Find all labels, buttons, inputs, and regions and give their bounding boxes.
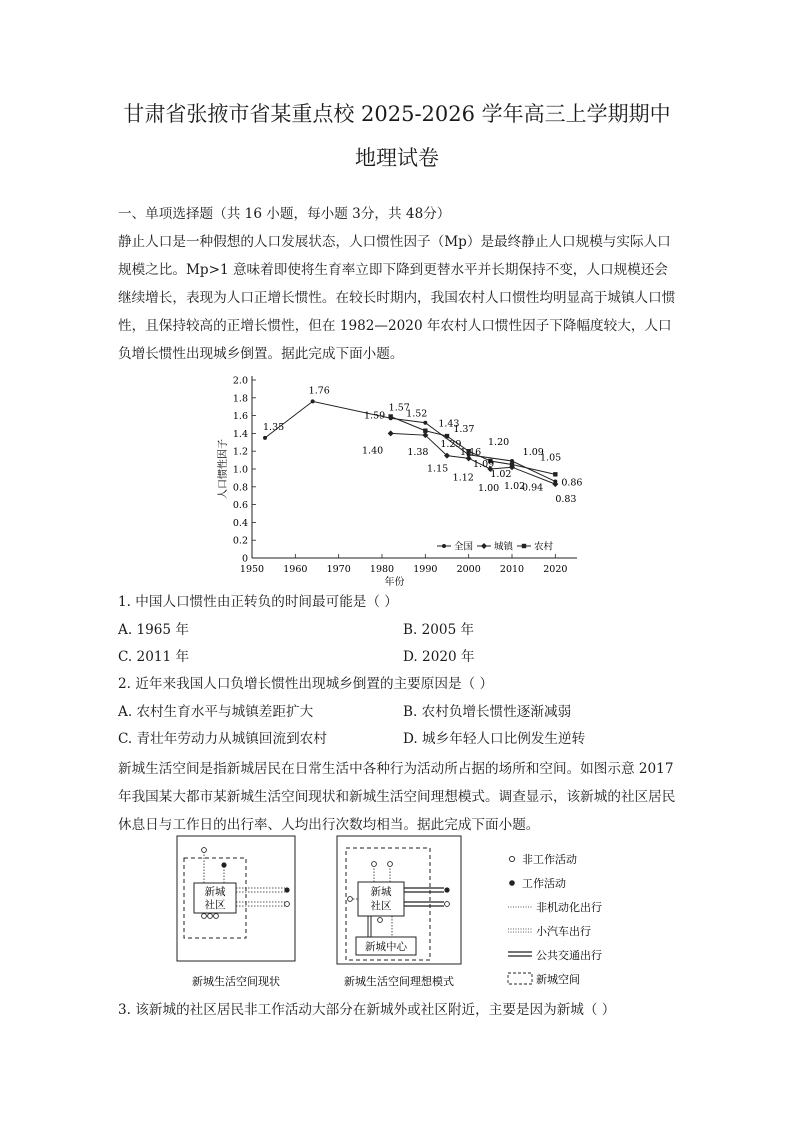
population-inertia-chart — [212, 372, 592, 587]
current-nonwork-activity-top — [202, 848, 207, 853]
chart-plot-area — [216, 376, 582, 588]
x-tick-label: 2000 — [456, 564, 481, 575]
question-1-option-a[interactable]: A. 1965 年 — [118, 622, 189, 638]
data-label: 1.02 — [504, 481, 526, 493]
data-label: 1.43 — [438, 418, 460, 430]
question-2-option-a[interactable]: A. 农村生育水平与城镇差距扩大 — [118, 704, 314, 720]
current-nonwork-activity-3 — [214, 914, 219, 919]
question-2-stem: 2. 近年来我国人口负增长惯性出现城乡倒置的主要原因是（ ） — [118, 676, 494, 692]
y-tick-label: 1.2 — [232, 446, 248, 458]
legend-marker-1 — [442, 544, 446, 548]
legend-space-label: 新城空间 — [536, 973, 580, 986]
ideal-community-label-1: 新城 — [370, 886, 392, 898]
question-1-option-b[interactable]: B. 2005 年 — [403, 622, 475, 638]
question-2-option-b[interactable]: B. 农村负增长惯性逐渐减弱 — [403, 704, 572, 720]
ideal-nonwork-activity-right — [445, 902, 450, 907]
passage-1: 静止人口是一种假想的人口发展状态，人口惯性因子（Mp）是最终静止人口规模与实际人口规模之比。Mp>1 意味着即使将生育率立即下降到更替水平并长期保持不变，人口规模还会继续增长，表现为人口正增长惯性。在较长时期内，我国农村人口惯性均明显高于城镇人口惯性，且保持较高的正增长惯性，但在 1982—2020 年农村人口惯性因子下降幅度较大，人口负增长惯性出现城乡倒置。据此完成下面小题。 — [118, 234, 676, 362]
data-point — [388, 430, 394, 436]
current-community-label-2: 社区 — [204, 899, 226, 911]
data-label: 1.37 — [453, 424, 475, 436]
caption-current: 新城生活空间现状 — [192, 975, 280, 988]
legend-nonmotor-label: 非机动化出行 — [536, 901, 602, 914]
data-label: 1.29 — [440, 439, 462, 451]
ideal-center-label: 新城中心 — [365, 941, 407, 953]
x-axis-title: 年份 — [384, 577, 405, 587]
data-label: 0.94 — [522, 482, 544, 494]
question-1-option-c[interactable]: C. 2011 年 — [118, 649, 190, 665]
y-tick-label: 1.6 — [232, 411, 248, 423]
x-tick-label: 1980 — [369, 564, 395, 575]
y-tick-label: 0.2 — [232, 535, 248, 547]
data-point — [510, 462, 514, 466]
data-label: 1.00 — [478, 483, 500, 494]
data-label: 1.76 — [308, 385, 330, 397]
y-tick-label: 0 — [241, 553, 248, 565]
section-heading: 一、单项选择题（共 16 小题，每小题 3分，共 48分） — [118, 206, 451, 222]
legend-nonwork-label: 非工作活动 — [522, 853, 577, 866]
y-tick-label: 2.0 — [232, 375, 248, 387]
data-point — [553, 472, 557, 476]
y-tick-label: 0.6 — [232, 500, 248, 512]
data-label: 0.86 — [561, 477, 583, 489]
ideal-work-activity-right — [444, 887, 449, 892]
legend-space-icon — [508, 973, 532, 984]
data-point — [423, 421, 427, 425]
x-tick-label: 2010 — [499, 564, 525, 575]
data-label: 1.52 — [406, 408, 428, 420]
legend-nonwork-icon — [509, 856, 514, 861]
data-point — [423, 429, 427, 433]
caption-ideal: 新城生活空间理想模式 — [344, 975, 454, 988]
x-tick-label: 2020 — [543, 564, 568, 575]
data-label: 1.15 — [427, 463, 449, 475]
ideal-nonwork-activity-left — [348, 897, 353, 902]
question-3-stem: 3. 该新城的社区居民非工作活动大部分在新城外或社区附近，主要是因为新城（ ） — [118, 1002, 616, 1018]
data-label: 1.20 — [488, 437, 510, 449]
ideal-nonwork-activity-bottom — [378, 918, 383, 923]
data-point — [388, 414, 392, 418]
data-label: 1.05 — [540, 452, 562, 464]
y-axis-title: 人口惯性因子 — [218, 439, 229, 499]
x-tick-label: 1970 — [326, 564, 351, 575]
ideal-nonwork-activity-top-1 — [372, 862, 377, 867]
data-label: 1.02 — [490, 469, 512, 481]
legend-car-label: 小汽车出行 — [536, 925, 591, 938]
paper-subtitle: 地理试卷 — [355, 146, 439, 170]
question-2-option-c[interactable]: C. 青壮年劳动力从城镇回流到农村 — [118, 731, 327, 747]
y-tick-label: 0.8 — [232, 482, 248, 494]
question-1-stem: 1. 中国人口惯性由正转负的时间最可能是（ ） — [118, 594, 398, 610]
data-label: 1.35 — [263, 421, 285, 433]
question-2-option-d[interactable]: D. 城乡年轻人口比例发生逆转 — [403, 731, 586, 747]
legend-label-3: 农村 — [534, 541, 554, 553]
data-label: 1.16 — [460, 446, 482, 458]
current-nonwork-activity-2 — [208, 914, 213, 919]
legend-work-icon — [509, 880, 515, 886]
data-point — [263, 436, 267, 440]
x-tick-label: 1950 — [239, 564, 265, 575]
legend-label-1: 全国 — [454, 541, 474, 553]
data-point — [552, 481, 558, 487]
new-city-diagram — [170, 830, 630, 995]
data-label: 1.59 — [364, 410, 386, 422]
current-work-activity-top — [221, 862, 226, 867]
current-community-label-1: 新城 — [204, 886, 226, 898]
data-label: 0.83 — [555, 494, 577, 506]
data-point — [311, 399, 315, 403]
y-tick-label: 1.8 — [232, 393, 248, 405]
question-1-option-d[interactable]: D. 2020 年 — [403, 649, 475, 665]
x-tick-label: 1990 — [413, 564, 438, 575]
y-tick-label: 1.0 — [232, 464, 248, 476]
data-point — [445, 434, 449, 438]
legend-work-label: 工作活动 — [522, 877, 566, 890]
ideal-nonwork-activity-top-2 — [388, 862, 393, 867]
x-tick-label: 1960 — [283, 564, 308, 575]
legend-label-2: 城镇 — [494, 541, 514, 553]
data-label: 1.09 — [473, 458, 495, 470]
current-nonwork-activity-1 — [202, 914, 207, 919]
current-work-activity-right — [284, 887, 289, 892]
ideal-community-label-2: 社区 — [370, 900, 392, 912]
current-nonwork-activity-right — [285, 902, 290, 907]
paper-title: 甘肃省张掖市省某重点校 2025-2026 学年高三上学期期中 — [123, 102, 671, 126]
legend-marker-3 — [522, 544, 526, 548]
y-tick-label: 0.4 — [232, 517, 248, 529]
data-label: 1.57 — [388, 402, 410, 414]
passage-2: 新城生活空间是指新城居民在日常生活中各种行为活动所占据的场所和空间。如图示意 2017 年我国某大都市某新城生活空间现状和新城生活空间理想模式。调查显示，该新城的社区居民休息日与工作日的出行率、人均出行次数均相当。据此完成下面小题。 — [118, 761, 676, 833]
data-label: 1.38 — [407, 447, 429, 459]
data-label: 1.12 — [452, 472, 474, 484]
y-tick-label: 1.4 — [232, 428, 248, 440]
legend-marker-2 — [481, 543, 487, 549]
data-label: 1.09 — [522, 446, 544, 458]
legend-transit-label: 公共交通出行 — [536, 949, 602, 962]
data-label: 1.40 — [362, 445, 384, 457]
